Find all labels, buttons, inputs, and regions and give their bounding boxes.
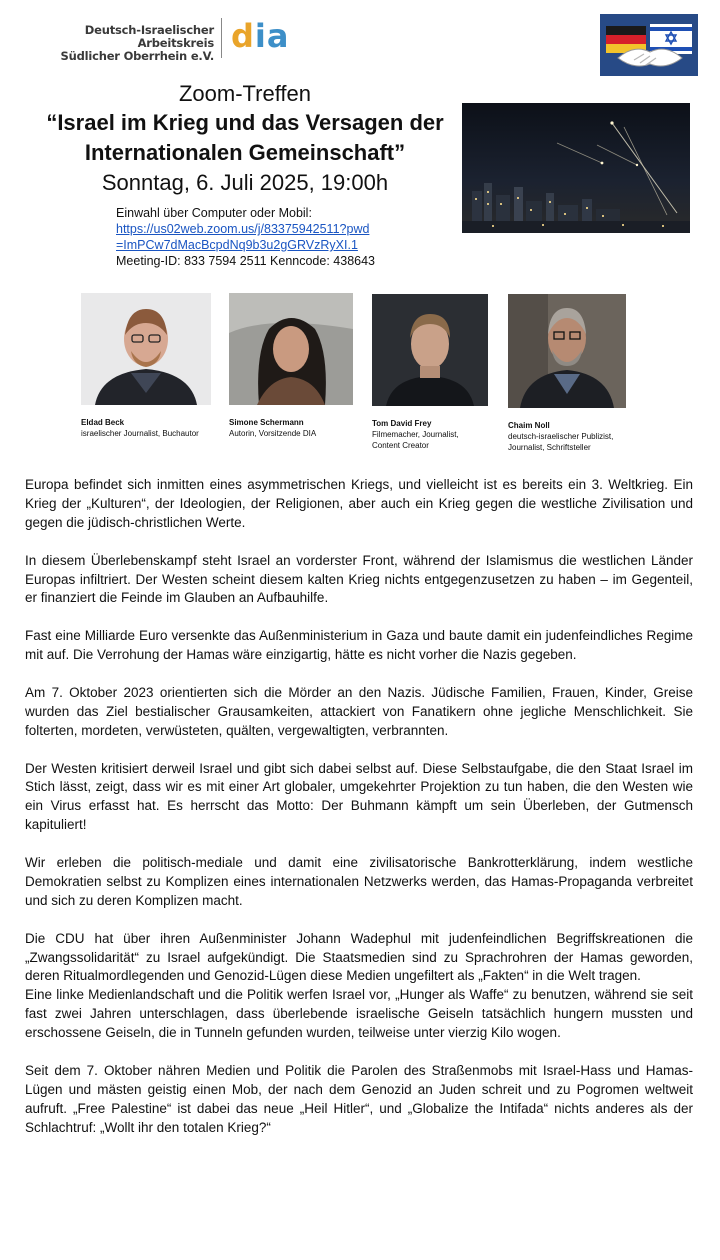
paragraph: Europa befindet sich inmitten eines asymmetrischen Kriegs, und vielleicht ist es bereits ein 3. Weltkrieg. Ein Krieg der „Kulturen“, der Ideologien, der Religionen, aber auch ein Krieg gegen die westliche Zivilisation und gegen die jüdisch-christlichen Werte. — [25, 477, 693, 530]
speaker-photo — [81, 293, 211, 408]
org-name-line1: Deutsch-Israelischer Arbeitskreis — [84, 23, 214, 50]
logo-divider — [221, 18, 222, 58]
paragraph: Der Westen kritisiert derweil Israel und gibt sich dabei selbst auf. Diese Selbstaufgabe, die den Staat Israel im Stich lässt, zeigt, dass wir es mit einer Art globaler, umgekehrter Projektion zu tun haben, die den Westen wie ein Virus erfasst hat. Es herrscht das Motto: Der Buhmann kämpft um sein Überleben, der Gutmensch kapituliert! — [25, 760, 693, 833]
paragraph: Am 7. Oktober 2023 orientierten sich die Mörder an den Nazis. Jüdische Familien, Frauen, Kinder, Greise wurden das Ziel bestialischer Grausamkeiten, attackiert von Fanatikern ohne jegliche Menschlichkeit. Sie folterten, mordeten, verwüsteten, quälten, vergewaltigten, verbrannten. — [25, 684, 693, 738]
event-title-line1: “Israel im Krieg und das Versagen der — [46, 110, 444, 135]
paragraph: Seit dem 7. Oktober nähren Medien und Politik die Parolen des Straßenmobs mit Israel-Hass und Hamas-Lügen und mästen geistig einen Mob, der nach dem Genozid an Juden schreit und zu Pogromen weltweit aufruft. „Free Palestine“ ist dabei das neue „Heil Hitler“, und „Globalize the Intifada“ nichts anderes als der Schlachtruf: „Wollt ihr den totalen Krieg?“ — [25, 1062, 693, 1135]
logo-letters-ia: ia — [254, 17, 290, 55]
zoom-link-line1: https://us02web.zoom.us/j/83375942511?pwd — [116, 222, 370, 236]
speaker-name: Simone Schermann — [229, 418, 304, 427]
handshake-flags-icon — [600, 14, 698, 76]
dial-in-label: Einwahl über Computer oder Mobil: — [116, 206, 312, 220]
paragraph: In diesem Überlebenskampf steht Israel an vorderster Front, während der Islamismus die westlichen Länder Europas infiltriert. Der Westen scheint diesem kalten Krieg nichts entgegenzusetzen zu haben – im Gegenteil, er finanziert die Feinde im Glauben an Aufbauhilfe. — [25, 552, 693, 606]
event-title-line2: Internationalen Gemeinschaft” — [84, 140, 406, 165]
speaker-name: Eldad Beck — [81, 418, 125, 427]
night-sky-missiles-photo — [462, 103, 690, 233]
organization-name — [24, 24, 214, 63]
dia-logo — [231, 16, 289, 56]
speaker-role: israelischer Journalist, Buchautor — [81, 429, 199, 438]
zoom-link-line2: =ImPCw7dMacBcpdNq9b3u2gGRVzRyXI.1 — [116, 238, 358, 252]
paragraph: Fast eine Milliarde Euro versenkte das Außenministerium in Gaza und baute damit ein judenfeindliches Regime mit auf. Die Verrohung der Hamas wäre einzigartig, hätte es nicht vorher die Nazis gegeben. — [25, 628, 693, 663]
speaker-photo — [229, 293, 353, 408]
org-name-line2: Südlicher Oberrhein e.V. — [60, 49, 214, 63]
event-date: Sonntag, 6. Juli 2025, 19:00h — [101, 170, 389, 195]
speaker-photo — [372, 294, 488, 409]
speaker-card — [372, 294, 488, 451]
speaker-photo — [508, 294, 626, 411]
speaker-role: Autorin, Vorsitzende DIA — [229, 429, 317, 438]
logo-letter-d: d — [231, 17, 255, 55]
speaker-card — [81, 293, 211, 439]
event-title-block — [40, 80, 450, 198]
paragraph: Eine linke Medienlandschaft und die Politik werfen Israel vor, „Hunger als Waffe“ zu benutzen, während sie seit fast zwei Jahren unterschlagen, dass überlebende israelische Geiseln tatsächlich hungern mussten und erschossene Geiseln, die in Tunneln gefunden wurden, teilweise unter vierzig Kilo wogen. — [25, 987, 693, 1041]
meeting-id: Meeting-ID: 833 7594 2511 Kenncode: 438643 — [116, 254, 375, 268]
zoom-link[interactable] — [116, 221, 456, 253]
speaker-role: deutsch-israelischer Publizist, Journalist, Schriftsteller — [508, 432, 614, 452]
speaker-card — [508, 294, 626, 453]
article-body — [25, 476, 693, 1157]
speaker-name: Chaim Noll — [508, 421, 550, 430]
speaker-name: Tom David Frey — [372, 419, 432, 428]
paragraph: Die CDU hat über ihren Außenminister Johann Wadephul mit judenfeindlichen Begriffskreationen die „Zwangssolidarität“ zu Israel aufgekündigt. Die Staatsmedien sind zu Sprachrohren der Hamas geworden, deren Ritualmordlegenden und Genozid-Lügen diese Medien ungefiltert als „Fakten“ in die Welt tragen. — [25, 930, 693, 984]
speaker-card — [229, 293, 353, 439]
zoom-access-info — [116, 205, 456, 269]
event-kicker: Zoom-Treffen — [178, 81, 312, 106]
speaker-role: Filmemacher, Journalist, Content Creator — [372, 430, 459, 450]
paragraph: Wir erleben die politisch-mediale und damit eine zivilisatorische Bankrotterklärung, indem westliche Demokratien selbst zu Komplizen eines internationalen Netzwerks werden, das Hamas-Propaganda verbreitet und sich zu deren Komplizen macht. — [25, 855, 693, 908]
